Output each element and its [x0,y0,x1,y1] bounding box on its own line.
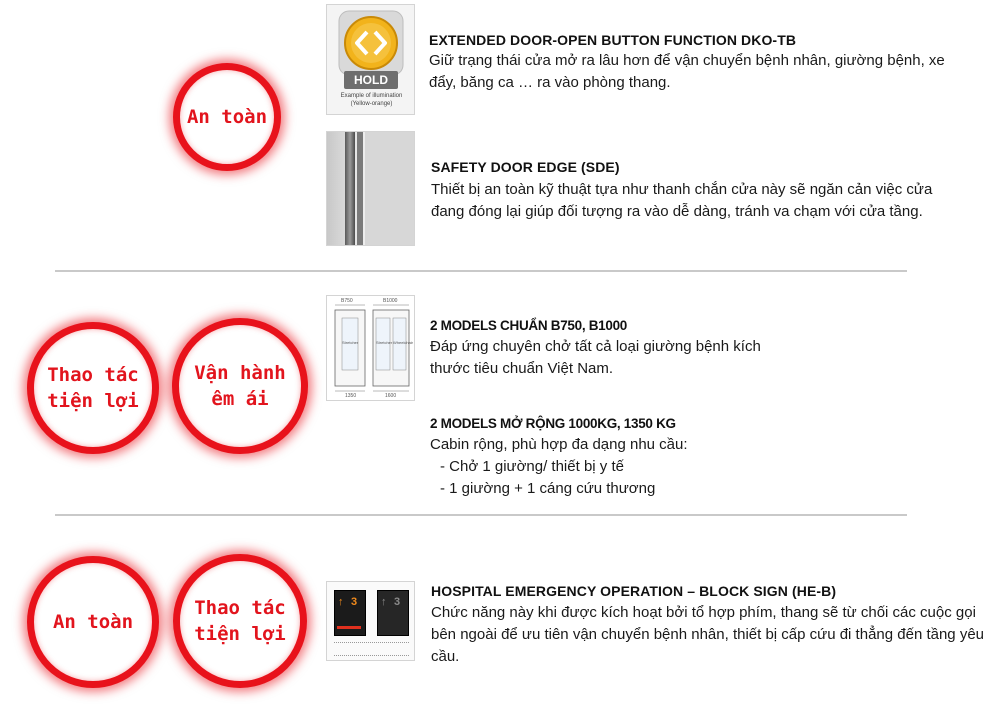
badge-label: Thao tác tiện lợi [47,364,139,412]
dko-button-image [326,4,415,115]
list-item: - Chở 1 giường/ thiết bị y tế [440,458,624,475]
up-arrow-icon: ↑ [381,596,387,608]
floor-number: 3 [351,596,358,608]
badge-safety [173,63,281,171]
extended-models-title: 2 MODELS MỞ RỘNG 1000KG, 1350 KG [430,416,676,431]
badge-label: Thao tác tiện lợi [194,597,286,645]
badge-label: An toàn [52,611,134,633]
model-dim-label: B1000 [383,298,398,304]
section-divider [55,270,907,272]
up-arrow-icon: ↑ [338,596,344,608]
block-sign-image [326,581,415,661]
badge-ease-of-use [27,322,159,454]
model-dim-label: 1600 [385,393,397,399]
standard-models-title: 2 MODELS CHUẨN B750, B1000 [430,318,628,333]
cabin-models-diagram [326,295,415,401]
safety-door-edge-image [326,131,415,246]
badge-ease-of-use [173,554,307,688]
sde-title: SAFETY DOOR EDGE (SDE) [431,159,620,175]
dko-title: EXTENDED DOOR-OPEN BUTTON FUNCTION DKO-TB [429,32,797,48]
badge-safety [27,556,159,688]
cab-label: Stretcher [376,340,393,345]
hold-label: HOLD [354,73,388,87]
hold-caption: Example of illumination [340,93,403,99]
caption-lines [334,642,409,656]
extended-models-intro: Cabin rộng, phù hợp đa dạng nhu cầu: [430,436,688,453]
list-item: - 1 giường + 1 cáng cứu thương [440,480,656,497]
model-dim-label: 1350 [345,393,357,399]
heb-description: Chức năng này khi được kích hoạt bởi tổ hợp phím, thang sẽ từ chối các cuộc gọi bên ngoài để ưu tiên vận chuyển bệnh nhân, thiết bị cấp cứu đi thẳng đến tầng yêu cầu. [431,604,985,665]
badge-smooth-operation [172,318,308,454]
block-sign-strip [337,626,361,629]
heb-title: HOSPITAL EMERGENCY OPERATION – BLOCK SIGN (HE-B) [431,583,837,599]
cab-label: Wheelchair [393,340,414,345]
dko-description: Giữ trạng thái cửa mở ra lâu hơn để vận chuyển bệnh nhân, giường bệnh, xe đẩy, băng ca … ra vào phòng thang. [429,52,945,91]
hold-caption-sub: (Yellow-orange) [350,101,393,107]
door-edge-icon [327,132,415,246]
standard-models-description: Đáp ứng chuyên chở tất cả loại giường bệnh kích thước tiêu chuẩn Việt Nam. [430,338,761,377]
floor-plan-icon [327,296,415,401]
badge-label: An toàn [186,106,268,128]
cab-label: Stretcher [342,340,359,345]
floor-number: 3 [394,596,401,608]
sde-description: Thiết bị an toàn kỹ thuật tựa như thanh chắn cửa này sẽ ngăn cản việc cửa đang đóng lại giúp đối tượng ra vào dễ dàng, tránh va chạm với cửa tầng. [431,181,933,220]
badge-label: Vận hành êm ái [194,362,286,410]
section-divider [55,514,907,516]
extended-models-description [430,434,830,500]
model-dim-label: B750 [341,298,353,304]
